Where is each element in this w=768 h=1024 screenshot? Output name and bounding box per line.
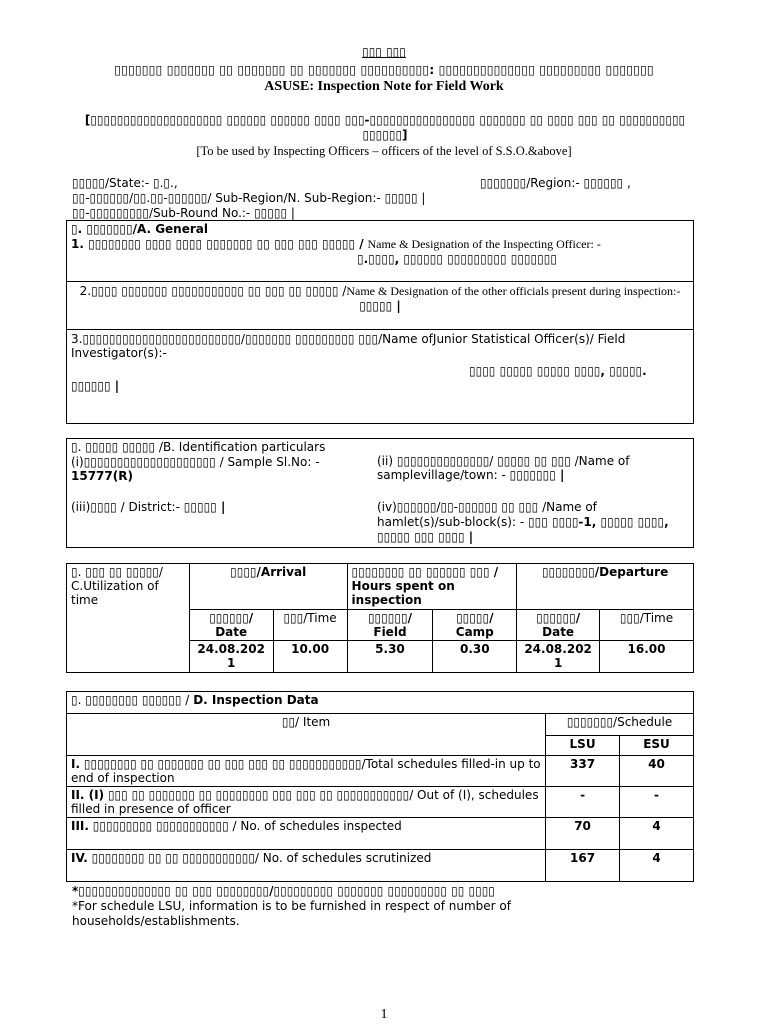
time-utilization-table [66,563,694,673]
arrival-time-value: 10.00 [273,641,347,673]
subround-field: ▯▯-▯▯▯▯▯▯▯▯▯/Sub-Round No.:- ▯▯▯▯▯ | [72,206,295,220]
section-c-heading: ▯. ▯▯▯ ▯▯ ▯▯▯▯▯/ C.Utilization of time [67,564,190,673]
field-label: ▯▯▯▯▯▯/ Field [347,610,433,641]
departure-date-label: ▯▯▯▯▯▯/ Date [517,610,600,641]
item-1-label-en: Name & Designation of the Inspecting Officer: - [367,237,601,251]
hindi-title: ▯▯▯▯▯▯▯ ▯▯▯▯▯▯▯ ▯▯ ▯▯▯▯▯▯▯ ▯▯ ▯▯▯▯▯▯▯ ▯▯▯▯▯▯▯▯▯▯: ▯▯▯▯▯▯▯▯▯▯▯▯▯▯ ▯▯▯▯▯▯▯▯▯ ▯▯▯▯▯▯▯ [114,62,654,77]
departure-header: ▯▯▯▯▯▯▯▯/Departure [517,564,694,610]
sample-village-label: (ii) ▯▯▯▯▯▯▯▯▯▯▯▯▯▯/ ▯▯▯▯▯ ▯▯ ▯▯▯ /Name of samplevillage/town: - [377,454,630,482]
hamlet-label: (iv)▯▯▯▯▯▯/▯▯-▯▯▯▯▯▯ ▯▯ ▯▯▯ /Name of hamlet(s)/sub-block(s): - [377,500,597,529]
region-field: ▯▯▯▯▯▯▯/Region:- ▯▯▯▯▯▯ , [480,176,631,190]
inspection-data-table [66,691,694,882]
sample-village [377,454,687,482]
esu-value: - [620,787,694,818]
section-d-heading [67,692,694,714]
other-officials-value: ▯▯▯▯▯ | [359,299,401,313]
arrival-header: ▯▯▯▯/Arrival [189,564,347,610]
hamlet-value: ▯▯▯ ▯▯▯▯-1, ▯▯▯▯▯ ▯▯▯▯, ▯▯▯▯▯ ▯▯▯ ▯▯▯▯ | [377,515,669,544]
sample-village-value: ▯▯▯▯▯▯▯ | [509,468,565,482]
row-label-number: II. (I) [71,788,105,802]
table-row [67,850,694,882]
schedule-header: ▯▯▯▯▯▯▯/Schedule [546,714,694,736]
jso-value-2: ▯▯▯▯▯▯ | [71,379,120,393]
camp-label: ▯▯▯▯▯/ Camp [433,610,517,641]
row-label: ▯▯▯▯▯▯▯▯▯ ▯▯▯▯▯▯▯▯▯▯▯ / No. of schedules inspected [92,819,402,833]
page-number: 1 [380,1007,388,1022]
row-label: ▯▯▯▯▯▯▯▯ ▯▯ ▯▯▯▯▯▯▯ ▯▯ ▯▯▯ ▯▯▯ ▯▯ ▯▯▯▯▯▯▯▯▯▯▯/Total schedules filled-in up to end of inspection [71,757,541,785]
section-a [66,220,694,424]
lsu-value: 337 [546,756,620,787]
hindi-note: [▯▯▯▯▯▯▯▯▯▯▯▯▯▯▯▯▯▯▯▯ ▯▯▯▯▯▯ ▯▯▯▯▯▯ ▯▯▯▯ ▯▯▯-▯▯▯▯▯▯▯▯▯▯▯▯▯▯▯▯ ▯▯▯▯▯▯▯ ▯▯ ▯▯▯▯ ▯▯▯ ▯▯ ▯▯▯▯▯▯▯▯▯▯ ▯▯▯▯▯▯] [84,113,686,142]
divider [67,281,693,282]
district-value: ▯▯▯▯▯ | [183,500,226,514]
item-header: ▯▯/ Item [67,714,546,756]
row-label-number: III. [71,819,89,833]
section-b [66,438,694,548]
lsu-value: - [546,787,620,818]
sample-sl-value: 15777(R) [71,469,133,483]
section-d-heading-hi: ▯. ▯▯▯▯▯▯▯▯ ▯▯▯▯▯▯ / [71,693,190,707]
lsu-header: LSU [546,736,620,756]
lsu-value: 70 [546,818,620,850]
item-1-label: 1. ▯▯▯▯▯▯▯▯ ▯▯▯▯ ▯▯▯▯ ▯▯▯▯▯▯▯ ▯▯ ▯▯▯ ▯▯▯ ▯▯▯▯▯ / [71,237,364,251]
english-note: [To be used by Inspecting Officers – officers of the level of S.S.O.&above] [196,144,572,158]
sample-sl-no [71,455,371,483]
jso-value: ▯▯▯▯ ▯▯▯▯▯ ▯▯▯▯▯ ▯▯▯▯, ▯▯▯▯▯. [469,364,647,378]
item-3-label: 3.▯▯▯▯▯▯▯▯▯▯▯▯▯▯▯▯▯▯▯▯▯▯▯▯/▯▯▯▯▯▯▯ ▯▯▯▯▯▯▯▯▯ ▯▯▯/Name ofJunior Statistical Officer(s)/ Field Investigator(s):- [71,332,626,360]
row-label-number: IV. [71,851,88,865]
row-label: ▯▯▯ ▯▯ ▯▯▯▯▯▯▯ ▯▯ ▯▯▯▯▯▯▯▯ ▯▯▯ ▯▯▯ ▯▯ ▯▯▯▯▯▯▯▯▯▯▯/ Out of (I), schedules filled in presence of officer [71,788,539,816]
field-hours-value: 5.30 [347,641,433,673]
form-number: ▯▯▯ ▯▯▯ [362,45,406,59]
arrival-date-value: 24.08.2021 [189,641,273,673]
divider [67,329,693,330]
district-label: (iii)▯▯▯▯ / District:- [71,500,180,514]
departure-time-label: ▯▯▯/Time [600,610,694,641]
arrival-date-label: ▯▯▯▯▯▯/ Date [189,610,273,641]
hamlet [377,500,687,545]
camp-hours-value: 0.30 [433,641,517,673]
section-b-heading: ▯. ▯▯▯▯▯ ▯▯▯▯▯ /B. Identification particulars [71,440,326,454]
table-row [67,756,694,787]
sample-sl-label: (i)▯▯▯▯▯▯▯▯▯▯▯▯▯▯▯▯▯▯▯▯ / Sample Sl.No: - [71,455,320,469]
item-1 [71,237,689,252]
section-d-heading-en: D. Inspection Data [193,693,319,707]
item-2-label-en: Name & Designation of the other officials present during inspection:- [346,284,681,298]
subregion-field: ▯▯-▯▯▯▯▯▯/▯▯.▯▯-▯▯▯▯▯▯/ Sub-Region/N. Sub-Region:- ▯▯▯▯▯ | [72,191,426,205]
lsu-value: 167 [546,850,620,882]
state-field: ▯▯▯▯▯/State:- ▯.▯., [72,176,178,190]
inspecting-officer-value: ▯.▯▯▯▯, ▯▯▯▯▯▯ ▯▯▯▯▯▯▯▯▯ ▯▯▯▯▯▯▯ [357,252,557,266]
english-title: ASUSE: Inspection Note for Field Work [264,79,504,94]
esu-value: 4 [620,818,694,850]
hours-header: ▯▯▯▯▯▯▯▯ ▯▯ ▯▯▯▯▯▯ ▯▯▯ / Hours spent on inspection [347,564,517,610]
row-label: ▯▯▯▯▯▯▯▯ ▯▯ ▯▯ ▯▯▯▯▯▯▯▯▯▯▯/ No. of schedules scrutinized [91,851,432,865]
esu-value: 40 [620,756,694,787]
footnote-english: *For schedule LSU, information is to be furnished in respect of number of households/establishments. [72,899,511,928]
section-a-heading: ▯. ▯▯▯▯▯▯▯/A. General [71,222,208,236]
item-2 [77,284,683,314]
esu-value: 4 [620,850,694,882]
district [71,500,225,514]
item-2-label: 2.▯▯▯▯ ▯▯▯▯▯▯▯ ▯▯▯▯▯▯▯▯▯▯▯ ▯▯ ▯▯▯ ▯▯ ▯▯▯▯▯ / [79,284,347,298]
table-row [67,787,694,818]
row-label-number: I. [71,757,81,771]
table-row [67,818,694,850]
footnote-hindi: *▯▯▯▯▯▯▯▯▯▯▯▯▯▯ ▯▯ ▯▯▯ ▯▯▯▯▯▯▯▯/▯▯▯▯▯▯▯▯▯ ▯▯▯▯▯▯▯ ▯▯▯▯▯▯▯▯▯ ▯▯ ▯▯▯▯ [72,884,495,898]
arrival-time-label: ▯▯▯/Time [273,610,347,641]
esu-header: ESU [620,736,694,756]
departure-time-value: 16.00 [600,641,694,673]
departure-date-value: 24.08.2021 [517,641,600,673]
